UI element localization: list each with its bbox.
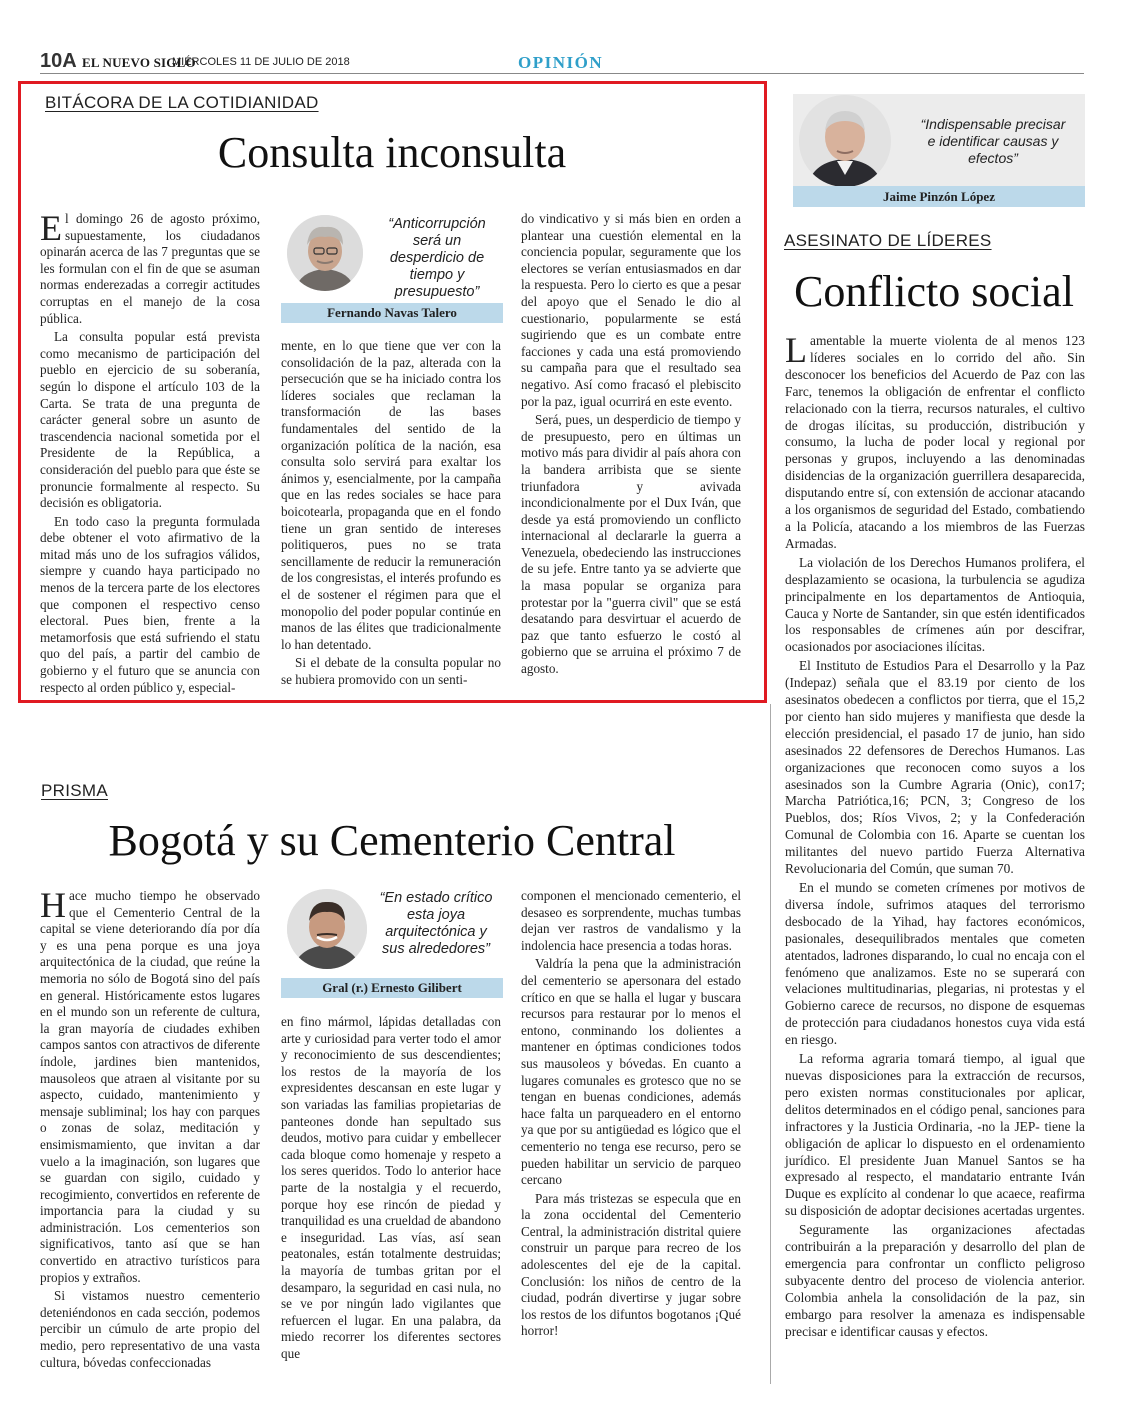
issue-date: MIÉRCOLES 11 DE JULIO DE 2018	[172, 56, 350, 68]
newspaper-name: EL NUEVO SIGLO	[82, 55, 196, 70]
article2-paragraph: Valdría la pena que la administración del cementerio se apersonara del estado crítico en que se halla el lugar y buscara recursos para restaurar por lo menos el entono, conminando los dolientes a mantener en óptimas condiciones todos sus mausoleos y bóvedas. En cuanto a lugares comunales es grotesco que no se tengan en buenas condiciones, además hace falta un parqueadero en el entorno ya que por su antigüedad es lógico que el cementerio no tenga ese recurso, pero se pueden habilitar un servicio de parqueo cercano	[521, 956, 741, 1188]
article2-author: Gral (r.) Ernesto Gilibert	[281, 978, 503, 998]
article1-pull-quote-box	[281, 211, 503, 326]
article1-paragraph: En todo caso la pregunta formulada debe obtener el voto afirmativo de la mitad más uno de los sufragios válidos, siempre y cuando haya participado no menos de la tercera parte de los electores que componen el respectivo censo electoral. Pues bien, frente a la metamorfosis que está sufriendo el statu quo del país, a partir del cambio de gobierno y el futuro que se anuncia con respecto al orden público y, especial-	[40, 513, 260, 695]
article1-pull-quote: “Anticorrupción será un desperdicio de tiempo y presupuesto”	[388, 216, 486, 300]
article2-pull-quote-box	[281, 887, 503, 1002]
article3-author: Jaime Pinzón López	[793, 186, 1085, 207]
article2-paragraph: componen el mencionado cementerio, el desaseo es sorprendente, muchas tumbas dejan ver rastros de vandalismo y la indolencia hace presencia a todas horas.	[521, 888, 741, 953]
article2-paragraph: en fino mármol, lápidas detalladas con arte y curiosidad para verter todo el amor y reconocimiento de sus descendientes; los restos de la mayoría de los expresidentes descansan en este lugar y son variadas las familias propietarias de panteones donde han sepultado sus deudos, motivo para cuidar y embellecer cada bloque como homenaje y respeto a los seres queridos. Todo lo anterior hace parte de la nostalgia y el recuerdo, porque hoy ese rincón de piedad y tranquilidad es una crueldad de abandono e inseguridad. Las vías, así sean peatonales, están totalmente destruidas; la mayoría de tumbas gritan por el desamparo, la seguridad en casi nula, no se ve por ningún lado vigilantes que refuercen el lugar. En una palabra, da miedo recorrer los diferentes sectores que	[281, 1014, 501, 1361]
article3-paragraph: El Instituto de Estudios Para el Desarrollo y la Paz (Indepaz) señala que el 83.19 por ciento de los asesinatos obedecen a conflictos por tierra, que el 15,2 por ciento han sido mujeres y manifiesta que desde la elección presidencial, el pasado 17 de junio, han sido asesinados 22 defensores de Derechos Humanos. Las organizaciones que reconocen como suyos a los asesinados son la Cumbre Agraria (Onic), con17; Marcha Patriótica,16; PCN, 3; Congreso de los Pueblos, dos; Ríos Vivos, 2; y la Confederación Comunal de Colombia con 16. Aparte se cuentan los militantes del nuevo partido Fuerza Alternativa Revolucionaria del Común, que suman 70.	[785, 658, 1085, 877]
article2-column-3	[521, 888, 741, 1342]
article2-pull-quote: “En estado crítico esta joya arquitectónica y sus alrededores”	[379, 890, 493, 957]
article2-column-1	[40, 885, 260, 1373]
article1-column-2	[281, 338, 501, 690]
article2-title: Bogotá y su Cementerio Central	[108, 816, 676, 865]
article1-paragraph: Será, pues, un desperdicio de tiempo y de presupuesto, pero en últimas un motivo más para dividir al país ahora con la bandera arribista que se siente triunfadora y avivada incondicionalmente por el Dux Iván, que desde ya está promoviendo un conflicto internacional al declararle la guerra a Venezuela, obedeciendo las instrucciones de su jefe. Entre tanto ya se advierte que la masa popular se organiza para protestar por la "guerra civil" que se está desatando para desvirtuar el acuerdo de paz que tanto esfuerzo le costó al gobierno que se arruina el próximo 7 de agosto.	[521, 412, 741, 677]
author-photo	[799, 95, 891, 187]
article2-paragraph: ace mucho tiempo he observado que el Cementerio Central de la capital se viene deteriorando día por día y es una pena porque es una joya arquitectónica de la ciudad, que reúne la memoria no sólo de Bogotá sino del país en general. Históricamente estos lugares en el mundo son un referente de cultura, la gran mayoría de ciudades exhiben campos santos con atractivos de diferente índole, jardines bien mantenidos, mausoleos que atraen al visitante por su aspecto, cuidado, mantenimiento y mensaje subliminal; los hay con parques o zonas de solaz, meditación y ensimismamiento, que invitan a dar vuelo a la imaginación, son lugares que se guardan con sigilo, cuidado y recogimiento, convertidos en referente de importancia para la ciudad y su administración. Los cementerios son significativos, tanto así que se han convertido en atractivo turísticos para propios y extraños.	[40, 888, 260, 1285]
article1-paragraph: mente, en lo que tiene que ver con la consolidación de la paz, alterada con la persecución que se ha iniciado contra los líderes sociales que reclaman la transformación de las bases fundamentales del sentido de la organización política de la nación, esa consulta solo servirá para exaltar los ánimos y, esencialmente, por la campaña que en las redes sociales se hace para boicotearla, propaganda que en el fondo tiene un gran sentido de intereses politiqueros, pues no se trata sencillamente de reducir la remuneración de los congresistas, el interés profundo es el de sostener el régimen para que el monopolio del poder popular continúe en manos de las élites que tradicionalmente lo han detentado.	[281, 338, 501, 652]
article3-pull-quote-box	[793, 94, 1085, 207]
article1-paragraph: l domingo 26 de agosto próximo, supuestamente, los ciudadanos opinarán acerca de las 7 preguntas que se les formulan con el fin de que se asuman normas enderezadas a corregir actitudes corruptas en el manejo de la cosa pública.	[40, 211, 260, 326]
article1-kicker: BITÁCORA DE LA COTIDIANIDAD	[45, 93, 319, 112]
article3-body	[785, 330, 1085, 1342]
section-title: OPINIÓN	[518, 53, 604, 72]
header-rule	[40, 73, 1084, 74]
article1-author: Fernando Navas Talero	[281, 303, 503, 323]
article3-paragraph: La reforma agraria tomará tiempo, al igual que nuevas disposiciones para la extracción de recursos, pero existen normas constitucionales por aplicar, delitos determinados en el código penal, sanciones para infractores y la Justicia Ordinaria, -no la JEP- tiene la obligación de aplicar lo dispuesto en el ordenamiento jurídico. El presidente Juan Manuel Santos se ha expresado al respecto, el mandatario entrante Iván Duque es explícito al condenar lo que acaece, reafirma su disposición de adoptar decisiones acertadas urgentes.	[785, 1051, 1085, 1219]
author-photo	[287, 889, 367, 969]
article1-paragraph: do vindicativo y si más bien en orden a plantear una cuestión elemental en la conciencia popular, seguramente que los electores se verían entusiasmados en dar la respuesta. Pero lo cierto es que a pesar del apoyo que el Senado le dio al cuestionario, popularmente se está sugiriendo que es un combate entre facciones y cada una está promoviendo su campaña para que el resultado sea negativo. Así como fracasó el plebiscito por la paz, igual ocurrirá en este evento.	[521, 211, 741, 409]
article3-kicker: ASESINATO DE LÍDERES	[784, 231, 992, 250]
drop-cap: L	[785, 330, 807, 370]
article2-paragraph: Para más tristezas se especula que en la zona occidental del Cementerio Central, la administración distrital quiere construir un parque para recreo de los adolescentes del eje de la capital. Conclusión: los niños de centro de la ciudad, podrán divertirse y jugar sobre los restos de los difuntos bogotanos ¡Qué horror!	[521, 1190, 741, 1339]
author-photo	[287, 215, 363, 291]
article1-title: Consulta inconsulta	[217, 128, 567, 177]
article3-paragraph: La violación de los Derechos Humanos prolifera, el desplazamiento se ocasiona, la turbulencia se agudiza principalmente en los departamentos de Antioquia, Cauca y Norte de Santander, sin que estén identificados los responsables de crímenes aún por descifrar, ocasionados por asociaciones ilícitas.	[785, 554, 1085, 655]
article1-paragraph: Si el debate de la consulta popular no se hubiera promovido con un senti-	[281, 655, 501, 687]
article3-pull-quote: “Indispensable precisar e identificar causas y efectos”	[920, 116, 1066, 166]
article2-paragraph: Si vistamos nuestro cementerio deteniéndonos en cada sección, podemos percibir un cúmulo de arte propio del medio, pero representativo de una vasta cultura, bóvedas confeccionadas	[40, 1288, 260, 1370]
article1-column-3	[521, 211, 741, 680]
page-number: 10A	[40, 50, 77, 72]
drop-cap: E	[40, 208, 62, 248]
article2-column-2	[281, 1014, 501, 1364]
article3-title: Conflicto social	[794, 267, 1074, 316]
article3-paragraph: En el mundo se cometen crímenes por motivos de diversa índole, sufrimos ataques del terrorismo desbocado de la Yihad, hay factores económicos, pasionales, desequilibrados mentales que cometen atentados, ladrones disparando, lo cual no encaja con el fenómeno que analizamos. Este no se superará con velaciones multitudinarias, plegarias, ni protestas y el Gobierno carece de recursos, no dispone de esquemas de protección para ciudadanos honestos cuya vida está en riesgo.	[785, 880, 1085, 1048]
article1-column-1	[40, 208, 260, 698]
article3-paragraph: Seguramente las organizaciones afectadas contribuirán a la preparación y desarrollo del plan de emergencia para confrontar un conflicto peligroso subyacente dentro del proceso de violencia anterior. Colombia anhela la consolidación de la paz, sin embargo para resolver la amenaza es indispensable precisar e identificar causas y efectos.	[785, 1222, 1085, 1339]
article2-kicker: PRISMA	[41, 781, 108, 800]
column-divider	[770, 704, 771, 1384]
article3-paragraph: amentable la muerte violenta de al menos 123 líderes sociales en lo corrido del año. Sin desconocer los beneficios del Acuerdo de Paz con las Farc, tenemos la obligación de enfrentar el conflicto relacionado con la tierra, recursos naturales, el cultivo de drogas ilícitas, su producción, distribución y consumo, la lucha de poder local y regional por personas y grupos, incluyendo a las denominadas disidencias de la organización guerrillera desaparecida, disputando entre sí, con extensión de accionar atacando a los organismos de seguridad del Estado, combatiendo a la Policía, atacando a los miembros de las Fuerzas Armadas.	[785, 333, 1085, 551]
article1-paragraph: La consulta popular está prevista como mecanismo de participación del pueblo en ejercicio de su soberanía, según lo dispone el artículo 103 de la Carta. Se trata de una pregunta de carácter general sobre un asunto de trascendencia nacional sometida por el Presidente de la República, a consideración del pueblo para que éste se pronuncie formalmente al respecto. Su decisión es obligatoria.	[40, 329, 260, 511]
drop-cap: H	[40, 885, 66, 925]
